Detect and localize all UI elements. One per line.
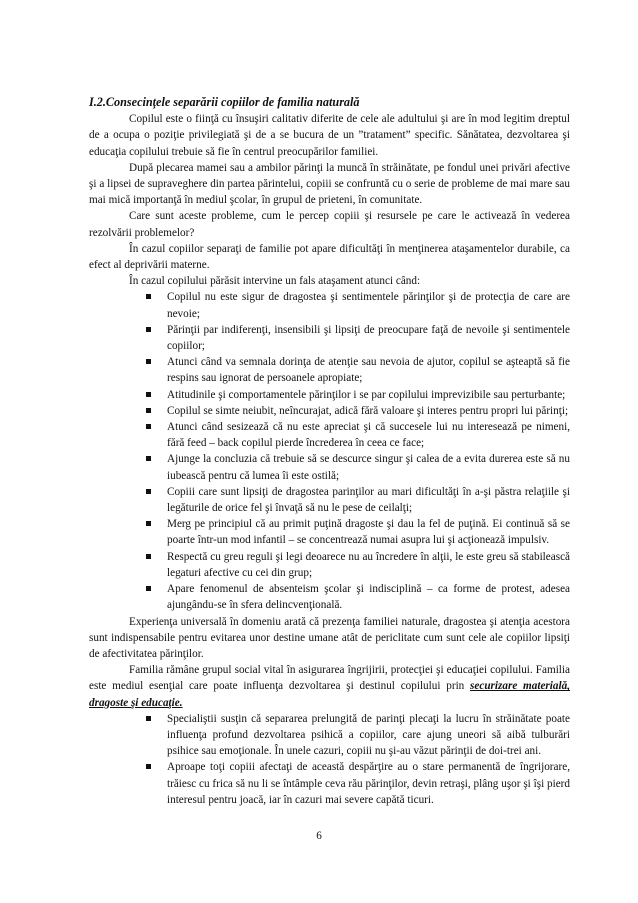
square-bullet-icon [146, 294, 151, 299]
paragraph-child-rights: Copilul este o fiinţă cu însuşiri calitativ diferite de cele ale adultului şi are în mod legitim dreptul de a ocupa o poziţie privilegiată şi de a se bucura de un ”tratament” specific. Sănătatea, dezvoltarea şi educaţia copilului trebuie să fie în centrul preocupărilor familiei. [89, 113, 570, 158]
bullet-list-effects [89, 711, 570, 808]
square-bullet-icon [146, 456, 151, 461]
section-heading: I.2.Consecinţele separării copiilor de familia naturală [89, 95, 360, 109]
list-item: Merg pe principiul că au primit puţină dragoste şi dau la fel de puţină. Ei continuă să se poarte într-un mod infantil – se concentrează numai asupra lui şi acţionează impulsiv. [167, 516, 570, 548]
list-item: Ajunge la concluzia că trebuie să se descurce singur şi calea de a evita durerea este să nu iubească pentru că lumea îi este ostilă; [167, 451, 570, 483]
page-body [89, 94, 570, 808]
list-item: Copilul se simte neiubit, neîncurajat, adică fără valoare şi interes pentru propri lui părinţi; [167, 403, 570, 419]
square-bullet-icon [146, 716, 151, 721]
list-item: Părinţii par indiferenţi, insensibili şi lipsiţi de preocupare faţă de nevoile şi sentimentele copiilor; [167, 322, 570, 354]
square-bullet-icon [146, 359, 151, 364]
list-item: Respectă cu greu reguli şi legi deoarece nu au încredere în alţii, le este greu să stabilească legaturi afective cu cei din grup; [167, 549, 570, 581]
square-bullet-icon [146, 392, 151, 397]
paragraph-universal-experience: Experienţa universală în domeniu arată că prezenţa familiei naturale, dragostea şi atenţia acestora sunt indispensabile pentru evitarea unor destine umane atât de periclitate cum sunt cele ale copiilor lipsiţi de afectivitatea părinţilor. [89, 615, 570, 660]
paragraph-problems-question: Care sunt aceste probleme, cum le percep copiii şi resursele pe care le activează în vederea rezolvării problemelor? [89, 210, 570, 239]
emphasis-text: securizare materială, dragoste şi educaţie. [89, 680, 570, 709]
bullet-list-false-attachment [89, 289, 570, 613]
list-item: Apare fenomenul de absenteism şcolar şi indisciplină – ca forme de protest, adesea ajungându-se în sfera delincvenţională. [167, 581, 570, 613]
square-bullet-icon [146, 764, 151, 769]
square-bullet-icon [146, 424, 151, 429]
paragraph-parents-abroad: După plecarea mamei sau a ambilor părinţi la muncă în străinătate, pe fondul unei privări afective şi a lipsei de supraveghere din partea părintelui, copiii se confruntă cu o serie de probleme de mai mare sau mai mică importanţă în mediul şcolar, în grupul de prieteni, în comunitate. [89, 161, 570, 207]
list-item: Aproape toţi copiii afectaţi de această despărţire au o stare permanentă de îngrijorare, trăiesc cu frica să nu li se întâmple ceva rău părinţilor, devin retraşi, plâng uşor şi îşi pierd interesul pentru joacă, iar în cazuri mai severe capătă ticuri. [167, 759, 570, 808]
list-item: Atitudinile şi comportamentele părinţilor i se par copilului imprevizibile sau perturbante; [167, 387, 570, 403]
paragraph-family-role: Familia rămâne grupul social vital în asigurarea îngrijirii, protecţiei şi educaţiei copilului. Familia este mediul esenţial care poate influenţa dezvoltarea şi destinul copilului prin securizare materială, dragoste şi educaţie. [89, 664, 570, 709]
square-bullet-icon [146, 554, 151, 559]
paragraph-separated-children: În cazul copiilor separaţi de familie pot apare dificultăţi în menţinerea ataşamentelor durabile, ca efect al deprivării materne. [89, 242, 570, 272]
list-item: Copilul nu este sigur de dragostea şi sentimentele părinţilor şi de protecţia de care are nevoie; [167, 289, 570, 321]
square-bullet-icon [146, 521, 151, 526]
list-item: Atunci când va semnala dorinţa de atenţie sau nevoia de ajutor, copilul se aşteaptă să fie respins sau ignorat de persoanele apropiate; [167, 354, 570, 386]
paragraph-false-attachment: În cazul copilului părăsit intervine un fals ataşament atunci când: [129, 275, 421, 288]
square-bullet-icon [146, 327, 151, 332]
list-item: Atunci când sesizează că nu este apreciat şi că succesele lui nu interesează pe nimeni, fără feed – back copilul pierde încrederea în ceea ce face; [167, 419, 570, 451]
list-item: Copiii care sunt lipsiţi de dragostea parinţilor au mari dificultăţi în a-şi păstra relaţiile şi legăturile de orice fel şi învaţă să nu le pese de ceilalţi; [167, 484, 570, 516]
square-bullet-icon [146, 489, 151, 494]
square-bullet-icon [146, 408, 151, 413]
page-number: 6 [316, 830, 322, 842]
list-item: Specialiştii susţin că separarea prelungită de parinţi plecaţi la lucru în străinătate poate influenţa profund dezvoltarea psihică a copiilor, care ajung uneori să aibă tulburări psihice sau emoţionale. În unele cazuri, copiii nu şi-au văzut părinţii de doi-trei ani. [167, 711, 570, 760]
square-bullet-icon [146, 586, 151, 591]
